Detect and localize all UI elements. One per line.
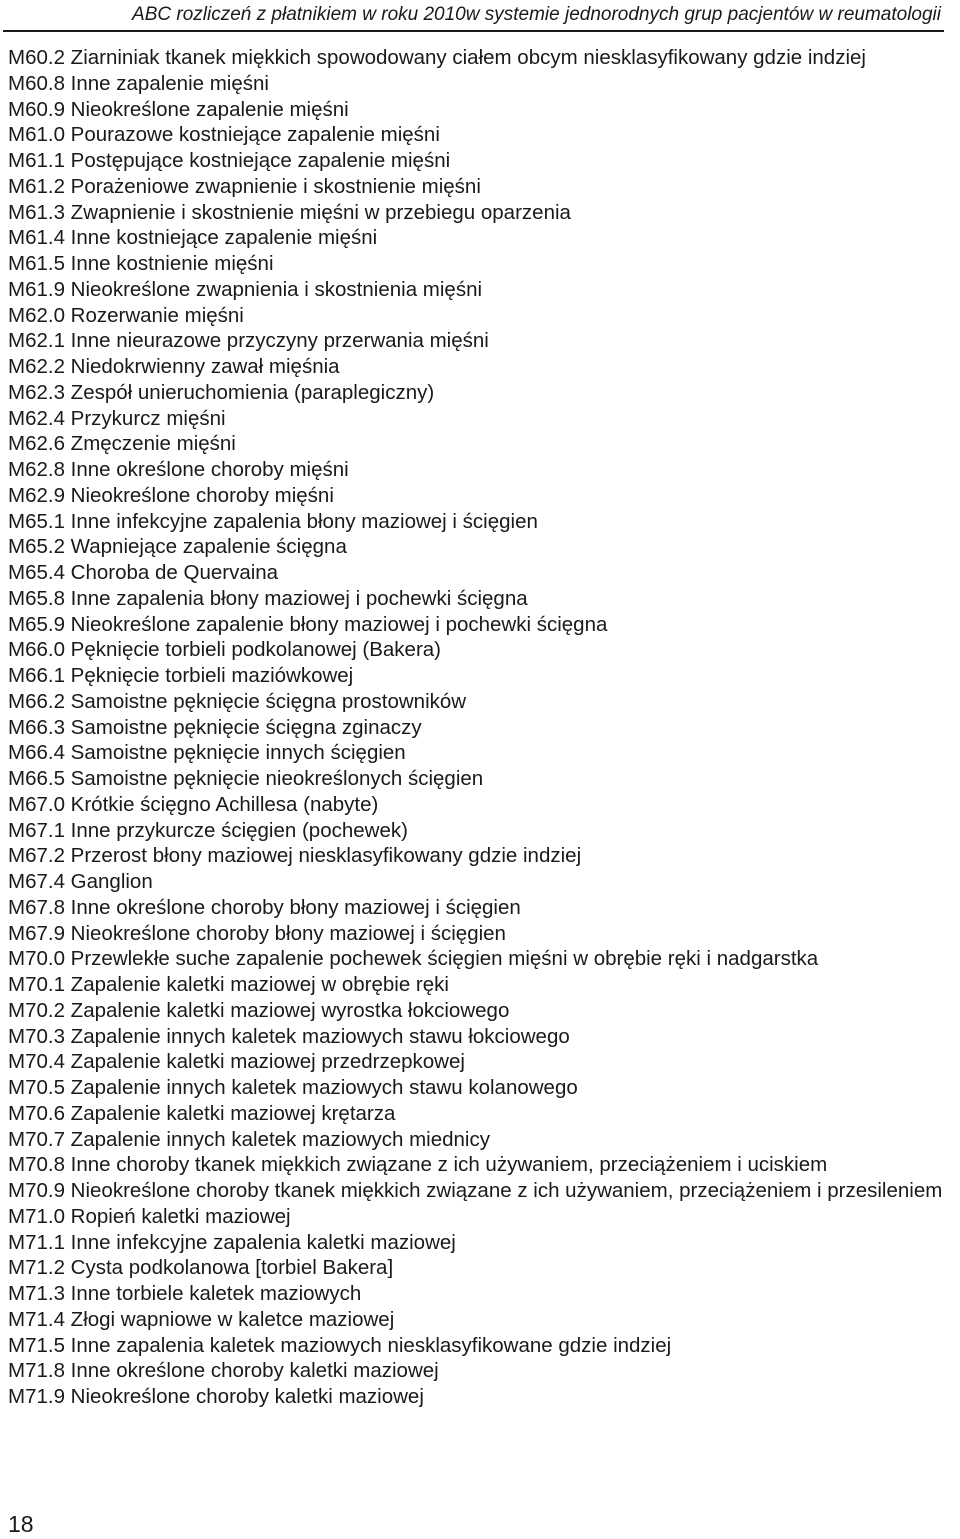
list-item: M61.1 Postępujące kostniejące zapalenie mięśni [8,149,451,172]
list-item: M71.1 Inne infekcyjne zapalenia kaletki maziowej [8,1230,456,1254]
list-item: M61.2 Porażeniowe zwapnienie i skostnienie mięśni [8,174,481,198]
list-item: M61.5 Inne kostnienie mięśni [8,252,274,275]
list-item: M62.1 Inne nieurazowe przyczyny przerwania mięśni [8,329,489,353]
list-item: M70.2 Zapalenie kaletki maziowej wyrostka łokciowego [8,998,510,1022]
list-item: M66.4 Samoistne pęknięcie innych ścięgien [8,741,406,765]
list-item: M62.4 Przykurcz mięśni [8,406,226,430]
list-item: M62.8 Inne określone choroby mięśni [8,458,349,481]
page-number: 18 [8,1511,34,1537]
list-item: M71.9 Nieokreślone choroby kaletki maziowej [8,1385,424,1408]
list-item: M61.4 Inne kostniejące zapalenie mięśni [8,226,378,250]
list-item: M62.2 Niedokrwienny zawał mięśnia [8,355,340,378]
list-item: M66.1 Pęknięcie torbieli maziówkowej [8,664,354,687]
list-item: M70.7 Zapalenie innych kaletek maziowych miednicy [8,1127,490,1151]
running-header-title: ABC rozliczeń z płatnikiem w roku 2010w systemie jednorodnych grup pacjentów w reumatologii [132,4,941,25]
list-item: M66.0 Pęknięcie torbieli podkolanowej (Bakera) [8,638,442,662]
list-item: M71.5 Inne zapalenia kaletek maziowych niesklasyfikowane gdzie indziej [8,1333,672,1357]
list-item: M71.0 Ropień kaletki maziowej [8,1204,291,1228]
list-item: M61.3 Zwapnienie i skostnienie mięśni w przebiegu oparzenia [8,200,571,224]
list-item: M66.3 Samoistne pęknięcie ścięgna zginaczy [8,715,422,739]
list-item: M66.2 Samoistne pęknięcie ścięgna prostowników [8,689,467,713]
list-item: M71.8 Inne określone choroby kaletki maziowej [8,1359,439,1383]
list-item: M60.2 Ziarniniak tkanek miękkich spowodowany ciałem obcym niesklasyfikowany gdzie indziej [8,46,866,69]
list-item: M62.6 Zmęczenie mięśni [8,432,236,456]
list-item: M70.1 Zapalenie kaletki maziowej w obrębie ręki [8,973,449,996]
list-item: M65.1 Inne infekcyjne zapalenia błony maziowej i ścięgien [8,509,538,533]
list-item: M70.3 Zapalenie innych kaletek maziowych stawu łokciowego [8,1024,570,1048]
list-item: M70.4 Zapalenie kaletki maziowej przedrzepkowej [8,1050,465,1074]
list-item: M70.5 Zapalenie innych kaletek maziowych stawu kolanowego [8,1076,578,1099]
list-item: M67.9 Nieokreślone choroby błony maziowej i ścięgien [8,921,506,945]
list-item: M66.5 Samoistne pęknięcie nieokreślonych ścięgien [8,767,484,790]
list-item: M65.8 Inne zapalenia błony maziowej i pochewki ścięgna [8,586,528,610]
icd-code-list [8,45,956,1410]
list-item: M62.9 Nieokreślone choroby mięśni [8,483,334,507]
list-item: M65.2 Wapniejące zapalenie ścięgna [8,535,347,559]
list-item: M70.8 Inne choroby tkanek miękkich związane z ich używaniem, przeciążeniem i uciskiem [8,1153,828,1177]
list-item: M60.9 Nieokreślone zapalenie mięśni [8,97,349,121]
list-item: M61.0 Pourazowe kostniejące zapalenie mięśni [8,123,440,147]
list-item: M62.3 Zespół unieruchomienia (paraplegiczny) [8,380,435,404]
list-item: M70.6 Zapalenie kaletki maziowej krętarza [8,1101,396,1125]
list-item: M67.4 Ganglion [8,870,153,893]
list-item: M60.8 Inne zapalenie mięśni [8,71,269,95]
list-item: M65.4 Choroba de Quervaina [8,561,279,584]
list-item: M67.2 Przerost błony maziowej niesklasyfikowany gdzie indziej [8,844,582,868]
list-item: M71.3 Inne torbiele kaletek maziowych [8,1282,362,1305]
list-item: M71.4 Złogi wapniowe w kaletce maziowej [8,1307,395,1331]
list-item: M67.8 Inne określone choroby błony maziowej i ścięgien [8,895,521,919]
list-item: M67.0 Krótkie ścięgno Achillesa (nabyte) [8,792,379,816]
list-item: M70.0 Przewlekłe suche zapalenie pochewek ścięgien mięśni w obrębie ręki i nadgarstka [8,947,819,971]
list-item: M71.2 Cysta podkolanowa [torbiel Bakera] [8,1256,394,1280]
list-item: M62.0 Rozerwanie mięśni [8,303,244,327]
header-rule [3,30,944,32]
list-item: M70.9 Nieokreślone choroby tkanek miękkich związane z ich używaniem, przeciążeniem i przesileniem [8,1179,943,1202]
list-item: M67.1 Inne przykurcze ścięgien (pochewek) [8,818,408,842]
list-item: M65.9 Nieokreślone zapalenie błony maziowej i pochewki ścięgna [8,612,608,636]
list-item: M61.9 Nieokreślone zwapnienia i skostnienia mięśni [8,277,483,301]
